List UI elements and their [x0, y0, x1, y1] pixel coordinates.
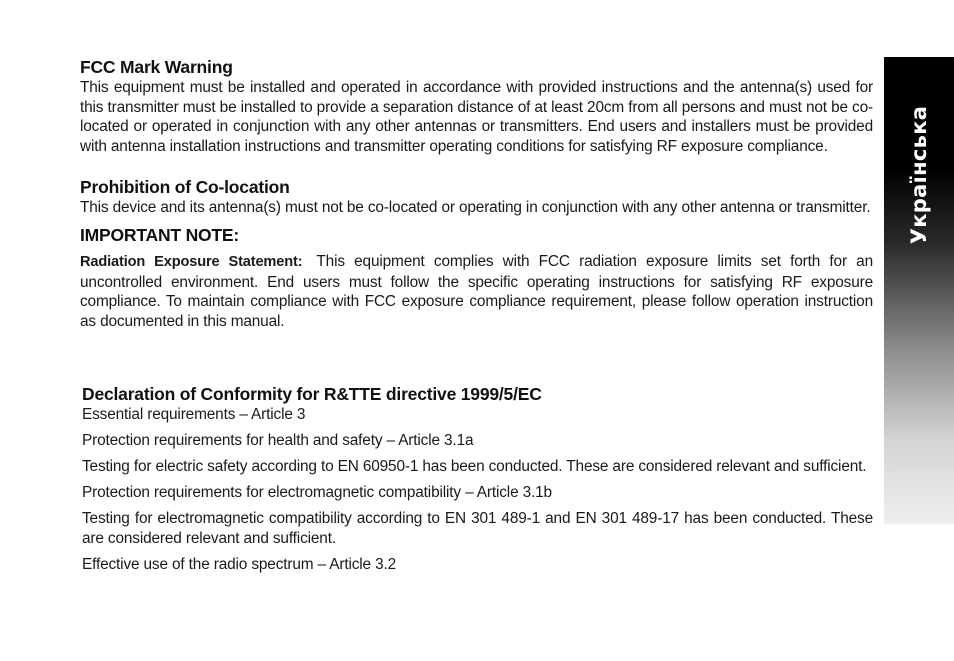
radiation-exposure-body: This equipment complies with FCC radiation exposure limits set forth for an uncontrolled environment. End users must follow the specific operating instructions for satisfying RF exposure compliance. To maintain compliance with FCC exposure compliance requirement, please follow operation instruction as documented in this manual. — [80, 252, 873, 330]
important-note-section — [80, 224, 873, 331]
declaration-item: Effective use of the radio spectrum – Article 3.2 — [82, 556, 397, 574]
prohibition-heading: Prohibition of Co-location — [80, 177, 290, 198]
important-note-heading: IMPORTANT NOTE: — [80, 224, 240, 245]
declaration-heading: Declaration of Conformity for R&TTE directive 1999/5/EC — [82, 384, 542, 404]
language-tab-label: Українська — [907, 105, 931, 245]
prohibition-text: This device and its antenna(s) must not be co-located or operating in conjunction with any other antenna or transmitter. — [80, 199, 871, 217]
language-side-tab — [884, 57, 954, 524]
declaration-item: Testing for electric safety according to EN 60950-1 has been conducted. These are considered relevant and sufficient. — [82, 458, 867, 476]
fcc-mark-warning-heading: FCC Mark Warning — [80, 57, 233, 77]
declaration-item: Essential requirements – Article 3 — [82, 406, 306, 423]
declaration-item: Protection requirements for health and safety – Article 3.1a — [82, 432, 474, 450]
prohibition-section — [80, 176, 873, 218]
document-body — [80, 56, 873, 331]
fcc-mark-warning-text: This equipment must be installed and operated in accordance with provided instructions and the antenna(s) used for this transmitter must be installed to provide a separation distance of at least 20cm from all persons and must not be co-located or operated in conjunction with any other antennas or transmitters. End users and installers must be provided with antenna installation instructions and transmitter operating conditions for satisfying RF exposure compliance. — [80, 79, 873, 155]
declaration-item: Protection requirements for electromagnetic compatibility – Article 3.1b — [82, 484, 552, 502]
radiation-exposure-lead: Radiation Exposure Statement: — [80, 253, 303, 270]
fcc-mark-warning-section — [80, 56, 873, 156]
declaration-section — [82, 383, 873, 581]
radiation-exposure-text — [80, 252, 873, 331]
declaration-item: Testing for electromagnetic compatibility according to EN 301 489-1 and EN 301 489-17 has been conducted. These are considered relevant and sufficient. — [82, 510, 873, 547]
